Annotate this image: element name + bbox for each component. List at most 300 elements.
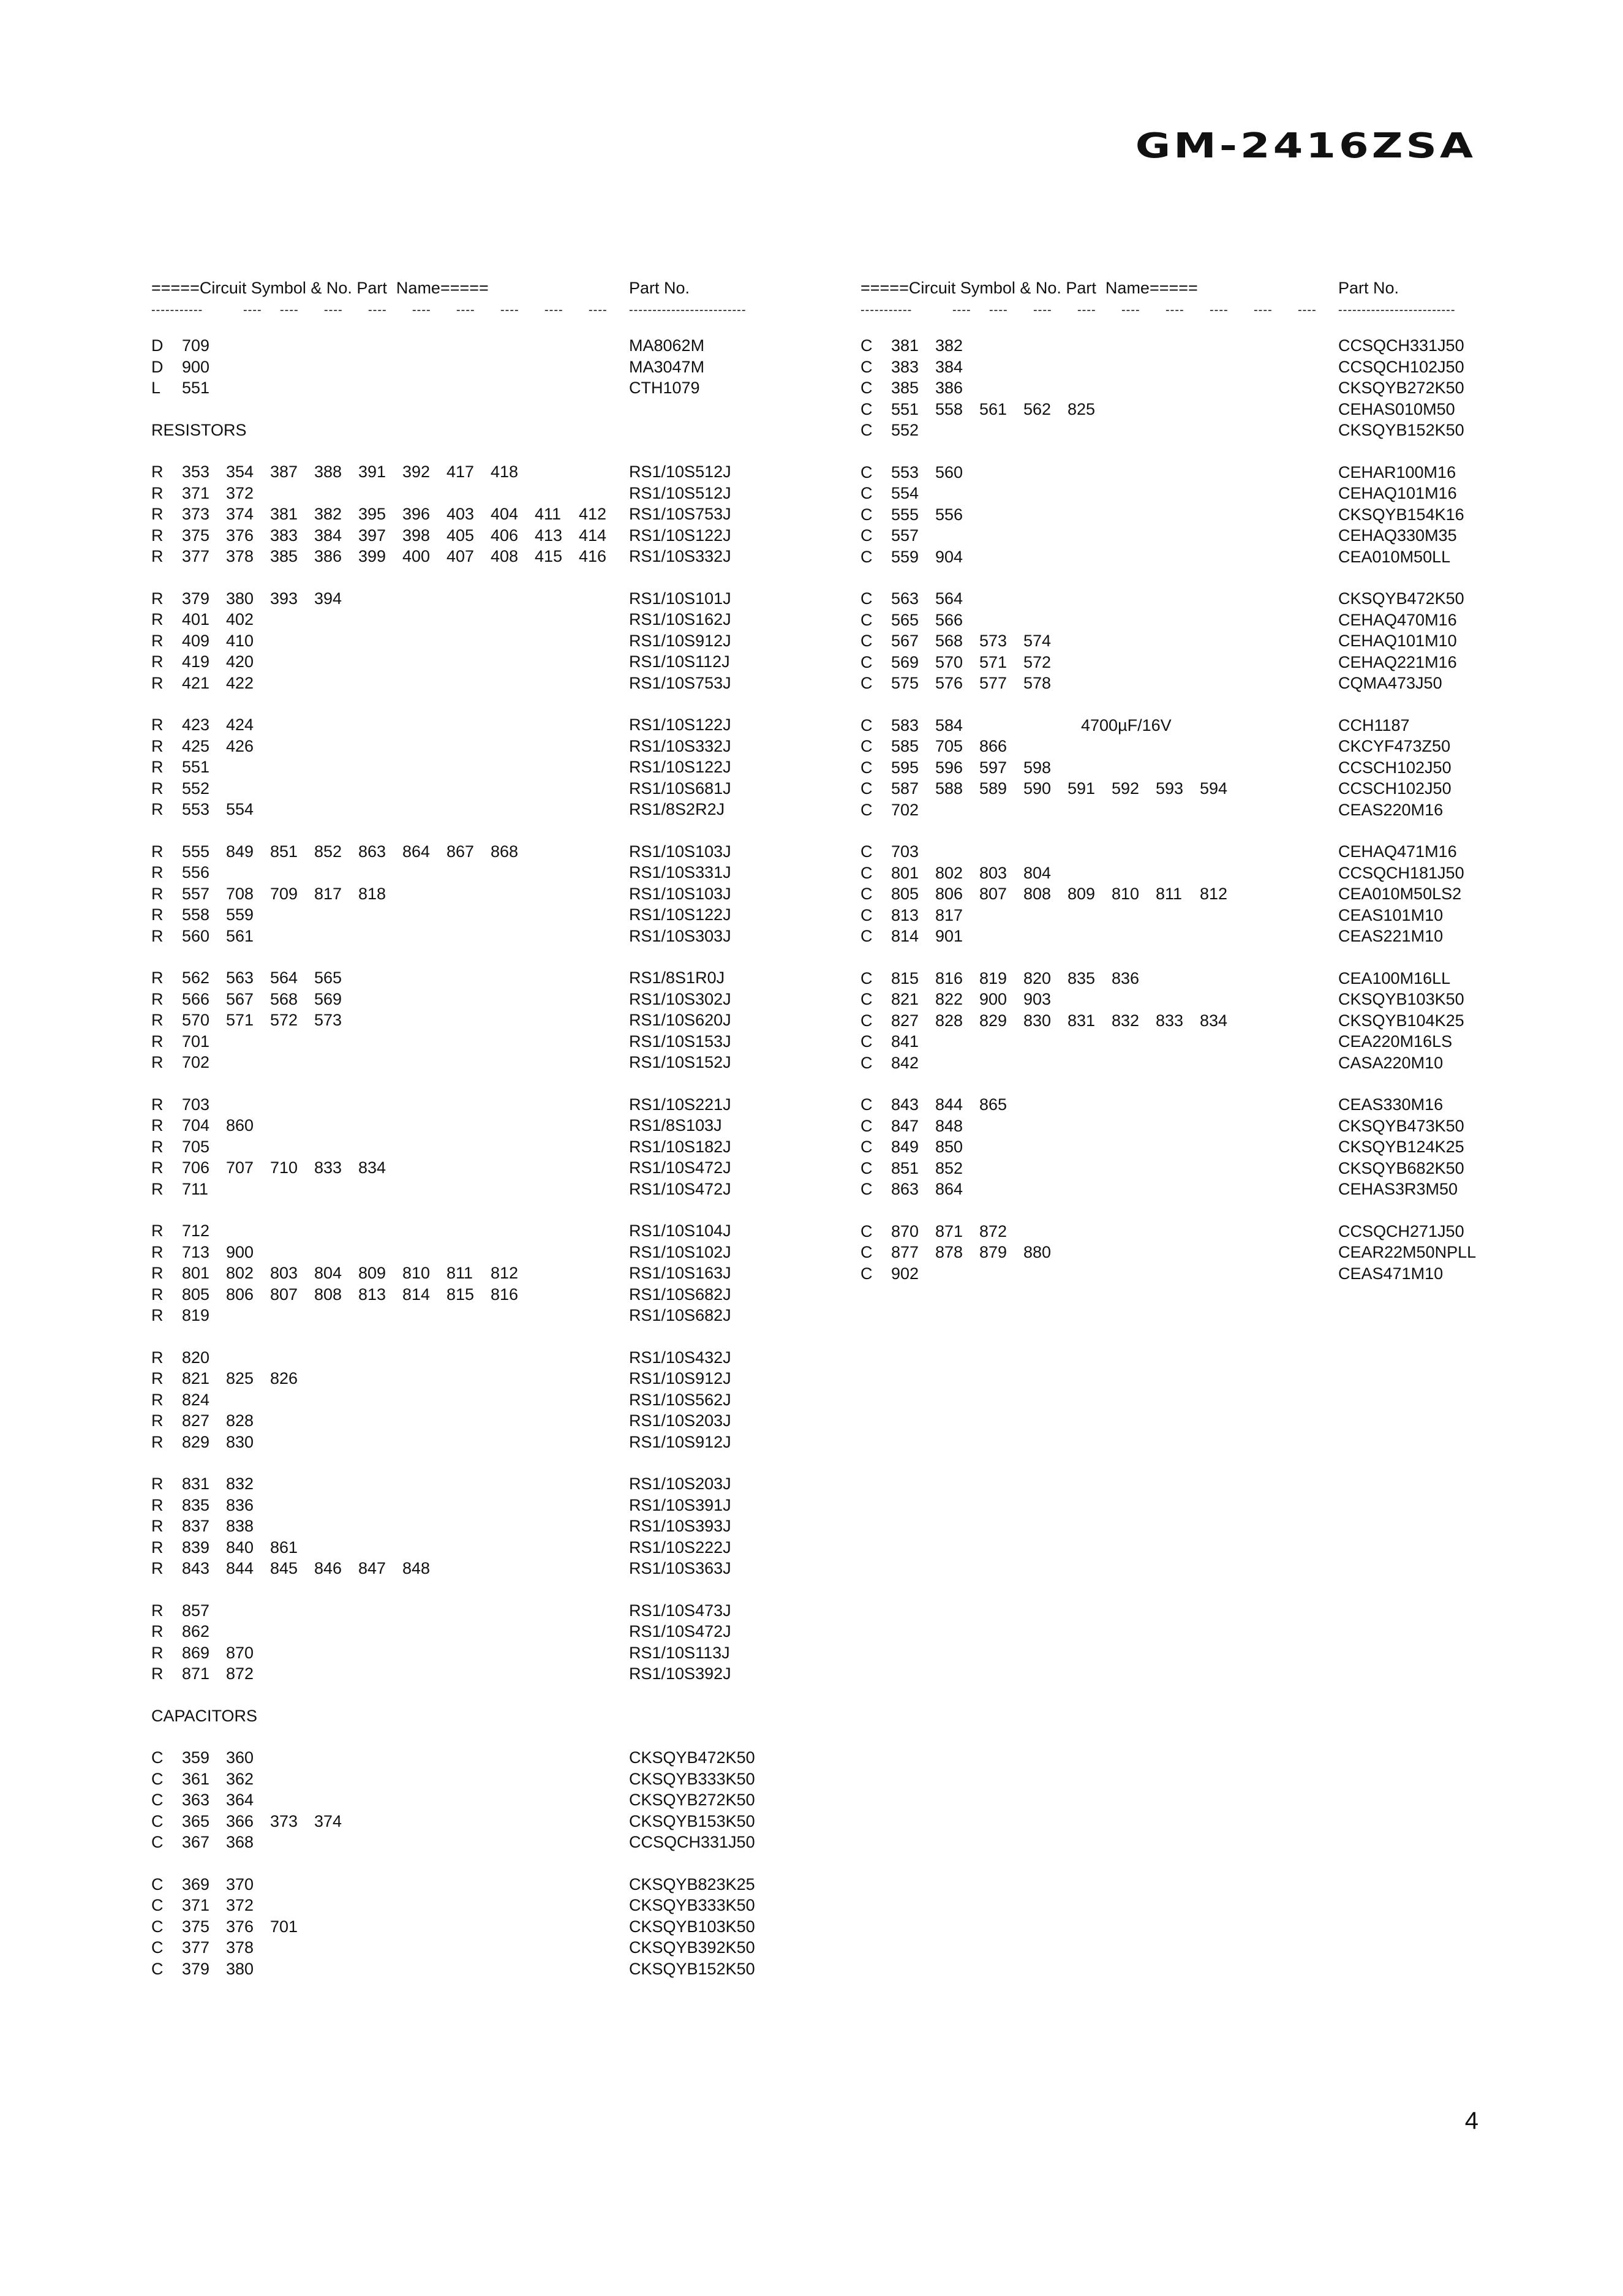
part-row [151,967,782,989]
symbol-type: R [151,526,164,545]
symbol-number: 560 [182,926,210,945]
symbol-number: 572 [270,1011,298,1029]
symbol-type: C [860,842,873,861]
symbol-type: C [860,758,873,777]
symbol-number: 593 [1156,779,1184,798]
symbol-number: 397 [358,526,386,545]
part-row [151,1157,782,1179]
symbol-number: 368 [226,1833,254,1851]
symbol-number: 806 [935,885,963,903]
symbol-number: 567 [226,989,254,1008]
symbol-number: 879 [979,1243,1007,1261]
part-number: RS1/10S472J [629,1179,731,1198]
symbol-number: 595 [891,758,919,777]
part-row [860,1221,1491,1242]
symbol-number: 392 [402,463,431,481]
symbol-type: R [151,631,164,650]
symbol-number: 712 [182,1222,210,1240]
symbol-number: 848 [935,1116,963,1135]
part-number: CKSQYB154K16 [1338,505,1464,524]
part-number: CKSQYB272K50 [1338,379,1464,397]
part-row [151,1558,782,1579]
symbol-type: R [151,505,164,523]
symbol-number: 571 [226,1011,254,1029]
parts-group [860,841,1491,947]
symbol-number: 583 [891,716,919,734]
symbol-number: 868 [491,842,519,861]
symbol-type: D [151,357,164,376]
symbol-number: 590 [1023,779,1052,798]
symbol-type: C [860,969,873,988]
part-number: RS1/10S303J [629,926,731,945]
part-number: RS1/10S182J [629,1137,731,1156]
symbol-number: 557 [891,526,919,545]
symbol-number: 833 [314,1158,342,1177]
symbol-number: 396 [402,505,431,523]
part-number: CASA220M10 [1338,1053,1444,1072]
symbol-number: 841 [891,1032,919,1051]
symbol-number: 802 [935,863,963,882]
symbol-number: 566 [935,610,963,629]
parts-group [860,1221,1491,1285]
symbol-number: 847 [358,1559,386,1577]
symbol-type: C [860,674,873,692]
part-number: RS1/10S203J [629,1475,731,1493]
symbol-number: 832 [1112,1011,1140,1030]
symbol-number: 710 [270,1158,298,1177]
symbol-number: 417 [446,463,475,481]
part-row [151,1284,782,1305]
parts-group [151,1473,782,1579]
part-number: CEHAQ221M16 [1338,652,1457,671]
symbol-number: 573 [979,632,1007,650]
symbol-number: 713 [182,1242,210,1261]
symbol-number: 813 [358,1285,386,1304]
symbol-number: 377 [182,547,210,565]
part-row [151,1010,782,1031]
symbol-type: L [151,379,161,397]
part-number: RS1/10S302J [629,989,731,1008]
symbol-number: 400 [402,547,431,565]
symbol-number: 385 [891,379,919,397]
symbol-type: R [151,483,164,502]
symbol-number: 398 [402,526,431,545]
part-row [151,736,782,757]
part-number: CEHAQ101M16 [1338,484,1457,502]
part-row [151,1220,782,1242]
parts-group [860,588,1491,694]
part-row [151,609,782,630]
parts-group [151,1220,782,1326]
parts-group [151,967,782,1073]
symbol-type: C [860,463,873,481]
parts-group [151,1600,782,1685]
section-heading: RESISTORS [151,420,247,439]
model-title: GM-2416ZSA [1135,126,1476,166]
part-row [151,377,782,399]
symbol-number: 421 [182,673,210,692]
symbol-number: 562 [1023,399,1052,418]
part-number: RS1/10S392J [629,1664,731,1683]
symbol-number: 416 [579,547,607,565]
parts-group [860,968,1491,1074]
symbol-type: C [860,1180,873,1198]
symbol-number: 804 [1023,863,1052,882]
symbol-number: 709 [270,884,298,903]
part-row [151,1347,782,1369]
symbol-type: R [151,1432,164,1451]
part-row [860,1136,1491,1158]
symbol-number: 551 [182,379,210,397]
part-row [860,525,1491,546]
symbol-type: R [151,547,164,565]
part-row [151,1136,782,1158]
symbol-number: 404 [491,505,519,523]
symbol-number: 863 [891,1180,919,1198]
part-number: CEAS221M10 [1338,927,1444,945]
symbol-number: 808 [1023,885,1052,903]
part-row [151,357,782,378]
symbol-type: R [151,989,164,1008]
symbol-type: C [860,1138,873,1156]
symbol-number: 872 [226,1664,254,1683]
symbol-number: 382 [314,505,342,523]
symbol-number: 828 [935,1011,963,1030]
symbol-number: 410 [226,631,254,650]
part-number: CCSQCH271J50 [1338,1222,1464,1241]
symbol-number: 553 [891,463,919,481]
symbol-number: 820 [1023,969,1052,988]
part-number: RS1/10S203J [629,1411,731,1430]
symbol-type: C [151,1769,164,1788]
symbol-number: 559 [226,905,254,924]
symbol-type: C [860,800,873,819]
parts-list-body [151,335,782,1979]
symbol-number: 852 [935,1158,963,1177]
symbol-number: 830 [1023,1011,1052,1030]
symbol-number: 819 [979,969,1007,988]
symbol-number: 822 [935,990,963,1008]
part-row [860,588,1491,610]
symbol-number: 825 [226,1369,254,1388]
symbol-type: C [860,547,873,566]
part-row [151,1432,782,1453]
symbol-number: 846 [314,1559,342,1577]
symbol-number: 815 [891,969,919,988]
symbol-number: 555 [891,505,919,524]
symbol-type: R [151,589,164,608]
symbol-number: 589 [979,779,1007,798]
header-divider: ----------- ---- ---- ---- ---- ---- ---- ---- ---- ---- ------------------------- [151,303,747,317]
symbol-number: 551 [891,399,919,418]
part-number: RS1/10S331J [629,863,731,882]
part-row [151,1600,782,1622]
part-number: CKSQYB104K25 [1338,1011,1464,1030]
part-row [151,1916,782,1938]
symbol-type: R [151,1601,164,1620]
symbol-number: 704 [182,1116,210,1135]
symbol-number: 552 [182,779,210,798]
symbol-type: R [151,1222,164,1240]
part-number: RS1/10S620J [629,1011,731,1029]
part-number: CKSQYB153K50 [629,1811,755,1830]
symbol-number: 587 [891,779,919,798]
part-row [860,905,1491,926]
symbol-number: 383 [891,357,919,376]
symbol-number: 837 [182,1517,210,1535]
symbol-number: 805 [182,1285,210,1304]
parts-group [151,1347,782,1453]
part-number: RS1/10S912J [629,1432,731,1451]
parts-group [151,461,782,567]
symbol-number: 807 [270,1285,298,1304]
symbol-number: 414 [579,526,607,545]
symbol-number: 845 [270,1559,298,1577]
symbol-number: 833 [1156,1011,1184,1030]
part-row [860,715,1491,736]
symbol-number: 419 [182,652,210,671]
part-number: CKSQYB272K50 [629,1791,755,1809]
symbol-number: 805 [891,885,919,903]
symbol-number: 553 [182,800,210,818]
symbol-number: 832 [226,1475,254,1493]
part-number: CCSQCH181J50 [1338,863,1464,882]
symbol-number: 569 [314,989,342,1008]
part-row [151,1621,782,1642]
part-row [860,841,1491,863]
part-number: RS1/10S102J [629,1242,731,1261]
symbol-number: 354 [226,463,254,481]
symbol-number: 821 [891,990,919,1008]
symbol-number: 834 [1200,1011,1228,1030]
symbol-number: 381 [891,336,919,355]
symbol-type: C [860,357,873,376]
part-number: RS1/10S153J [629,1032,731,1051]
parts-group [151,714,782,820]
symbol-number: 422 [226,673,254,692]
symbol-number: 554 [891,484,919,502]
part-number: RS1/10S393J [629,1517,731,1535]
part-row [151,1747,782,1769]
part-number: CEHAR100M16 [1338,463,1456,481]
symbol-type: C [860,1095,873,1114]
symbol-number: 565 [314,969,342,987]
symbol-type: C [151,1791,164,1809]
part-row [860,1158,1491,1179]
symbol-number: 870 [891,1222,919,1241]
symbol-number: 903 [1023,990,1052,1008]
parts-group [151,1094,782,1200]
symbol-number: 812 [1200,885,1228,903]
part-number: RS1/8S2R2J [629,800,725,818]
symbol-type: R [151,1285,164,1304]
symbol-number: 377 [182,1938,210,1957]
column-header [151,279,782,303]
symbol-type: C [860,379,873,397]
parts-group [151,335,782,399]
part-row [860,1179,1491,1200]
symbol-number: 359 [182,1748,210,1767]
part-row [151,483,782,504]
symbol-number: 902 [891,1264,919,1283]
symbol-type: C [860,1158,873,1177]
symbol-number: 872 [979,1222,1007,1241]
symbol-number: 383 [270,526,298,545]
symbol-number: 808 [314,1285,342,1304]
symbol-number: 807 [979,885,1007,903]
symbol-number: 836 [1112,969,1140,988]
symbol-number: 702 [182,1053,210,1071]
symbol-number: 563 [226,969,254,987]
symbol-number: 555 [182,842,210,861]
part-row [860,399,1491,420]
part-row [151,673,782,694]
part-row [151,1179,782,1200]
part-number: RS1/10S472J [629,1158,731,1177]
symbol-number: 825 [1068,399,1096,418]
part-row [860,799,1491,821]
symbol-type: C [151,1938,164,1957]
symbol-number: 570 [935,652,963,671]
symbol-number: 388 [314,463,342,481]
part-row [860,630,1491,652]
part-row [151,1769,782,1790]
symbol-number: 415 [535,547,563,565]
symbol-number: 849 [891,1138,919,1156]
symbol-number: 409 [182,631,210,650]
symbol-number: 829 [182,1432,210,1451]
symbol-number: 871 [182,1664,210,1683]
symbol-type: R [151,1179,164,1198]
symbol-number: 843 [182,1559,210,1577]
part-number: CKSQYB333K50 [629,1769,755,1788]
symbol-number: 804 [314,1264,342,1282]
part-row [151,1832,782,1853]
symbol-type: C [860,336,873,355]
part-row [151,1874,782,1895]
symbol-number: 861 [270,1538,298,1557]
symbol-number: 866 [979,737,1007,755]
symbol-number: 363 [182,1791,210,1809]
symbol-number: 362 [226,1769,254,1788]
part-row [151,1410,782,1432]
symbol-type: C [860,863,873,882]
symbol-number: 566 [182,989,210,1008]
symbol-type: C [860,421,873,439]
symbol-type: C [151,1748,164,1767]
part-row [860,1242,1491,1263]
symbol-type: R [151,926,164,945]
symbol-type: C [860,610,873,629]
symbol-number: 559 [891,547,919,566]
symbol-number: 380 [226,589,254,608]
part-number: CKSQYB333K50 [629,1896,755,1914]
symbol-number: 596 [935,758,963,777]
symbol-number: 379 [182,589,210,608]
column-header [860,279,1491,303]
part-row [151,883,782,905]
symbol-type: R [151,1369,164,1388]
parts-list-right [860,279,1491,1305]
part-row [151,714,782,736]
part-number: CEAS220M16 [1338,800,1444,819]
symbol-number: 857 [182,1601,210,1620]
symbol-number: 384 [935,357,963,376]
symbol-type: R [151,1390,164,1409]
symbol-type: C [151,1811,164,1830]
part-row [151,1789,782,1811]
symbol-number: 810 [402,1264,431,1282]
symbol-number: 374 [226,505,254,523]
symbol-number: 847 [891,1116,919,1135]
part-number: RS1/10S682J [629,1306,731,1324]
part-row [860,1263,1491,1285]
header-divider: ----------- ---- ---- ---- ---- ---- ---- ---- ---- ---- ------------------------- [860,303,1456,317]
symbol-number: 814 [402,1285,431,1304]
symbol-type: C [860,1264,873,1283]
symbol-number: 378 [226,547,254,565]
parts-list-body [860,335,1491,1284]
part-number: RS1/10S162J [629,610,731,629]
part-number: CKSQYB103K50 [629,1917,755,1936]
part-number: CCSCH102J50 [1338,758,1452,777]
symbol-number: 426 [226,736,254,755]
symbol-number: 705 [182,1137,210,1156]
part-row [151,1516,782,1537]
part-number: CCSQCH331J50 [1338,336,1464,355]
part-number: RS1/10S222J [629,1538,731,1557]
parts-group [860,1094,1491,1200]
symbol-number: 568 [935,632,963,650]
part-row [151,904,782,926]
part-number: CTH1079 [629,379,700,397]
symbol-number: 835 [182,1495,210,1514]
symbol-number: 554 [226,800,254,818]
part-row [860,989,1491,1010]
symbol-header: =====Circuit Symbol & No. Part Name===== [860,279,1198,297]
symbol-number: 900 [226,1242,254,1261]
partno-header: Part No. [1338,279,1399,297]
symbol-number: 564 [270,969,298,987]
symbol-number: 551 [182,758,210,776]
symbol-type: C [860,779,873,798]
part-row [860,483,1491,504]
symbol-number: 385 [270,547,298,565]
symbol-number: 556 [182,863,210,882]
symbol-type: R [151,1032,164,1051]
symbol-number: 378 [226,1938,254,1957]
symbol-number: 844 [935,1095,963,1114]
symbol-number: 842 [891,1053,919,1072]
symbol-number: 803 [270,1264,298,1282]
part-row [151,1663,782,1685]
part-number: MA3047M [629,357,705,376]
symbol-number: 564 [935,589,963,608]
part-number: CKSQYB152K50 [629,1959,755,1978]
part-number: RS1/10S113J [629,1643,730,1662]
symbol-number: 701 [270,1917,298,1936]
symbol-number: 835 [1068,969,1096,988]
page-number: 4 [1464,2107,1478,2134]
part-number: CEA220M16LS [1338,1032,1453,1051]
part-row [151,1263,782,1284]
symbol-number: 802 [226,1264,254,1282]
symbol-number: 560 [935,463,963,481]
symbol-number: 900 [979,990,1007,1008]
symbol-type: C [860,1222,873,1241]
symbol-type: R [151,1095,164,1114]
symbol-number: 365 [182,1811,210,1830]
